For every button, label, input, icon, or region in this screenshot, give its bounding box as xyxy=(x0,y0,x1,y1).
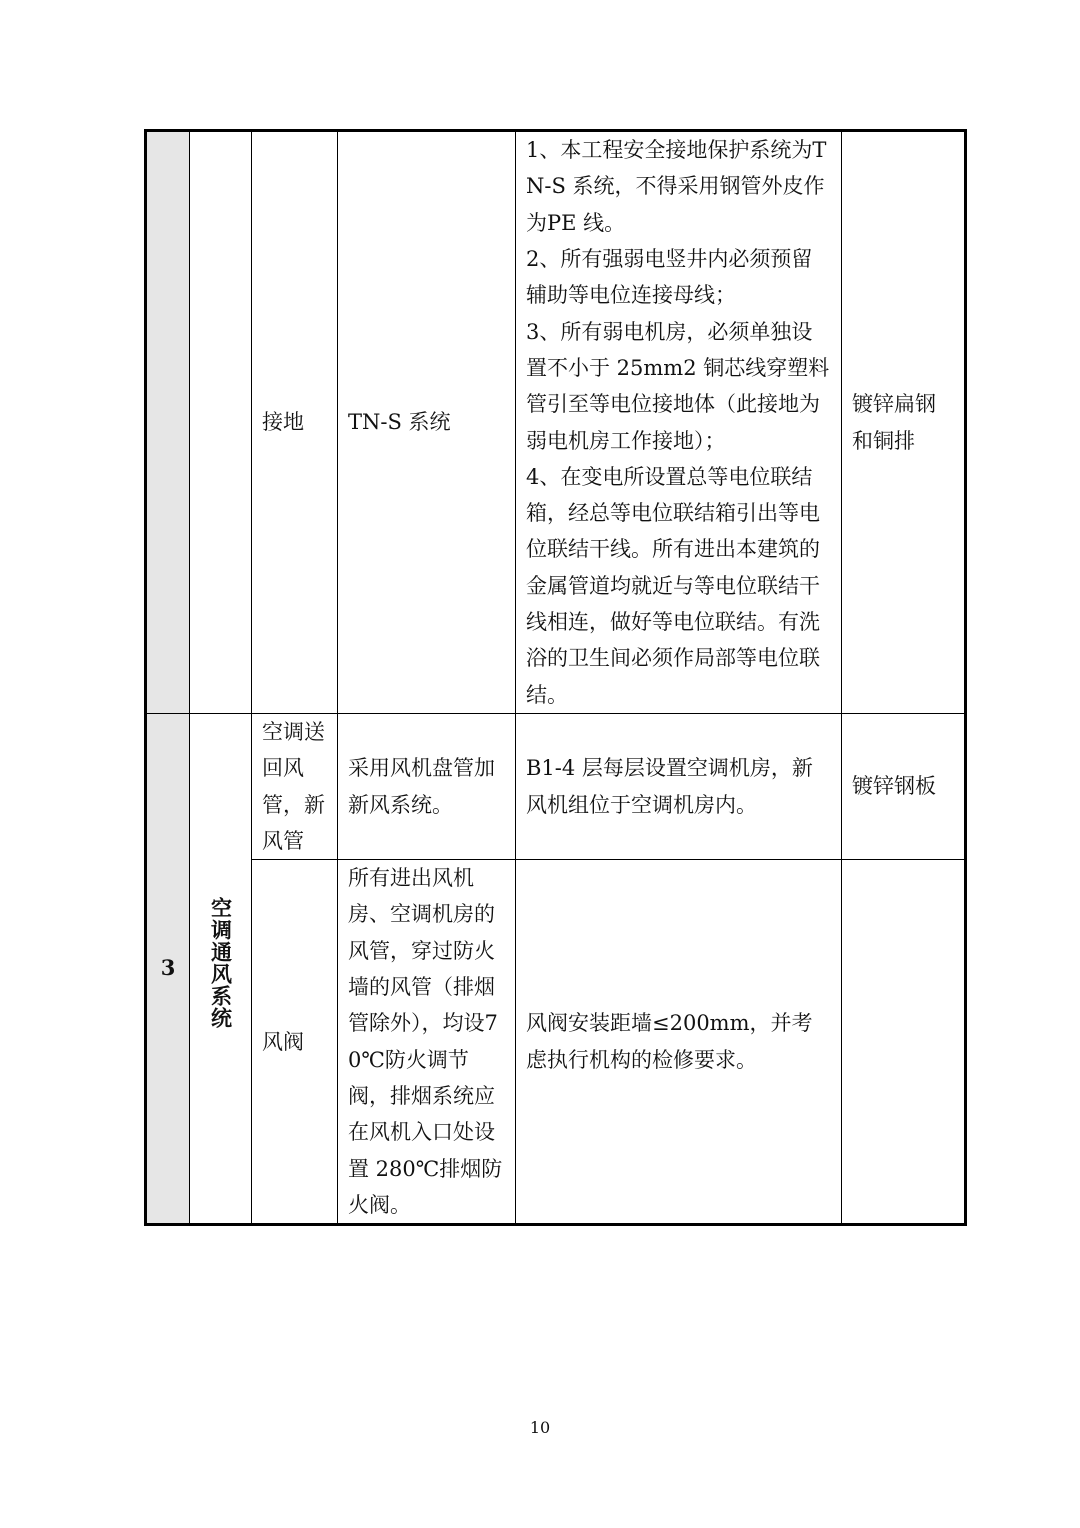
requirement-item: 2、所有强弱电竖井内必须预留辅助等电位连接母线； xyxy=(526,247,813,308)
row-number-cell: 3 xyxy=(146,714,190,1225)
table-row-damper xyxy=(146,860,966,1225)
table-row-air-duct xyxy=(146,714,966,860)
material-cell-air-duct: 镀锌钢板 xyxy=(842,714,966,860)
material-cell-grounding: 镀锌扁钢和铜排 xyxy=(842,131,966,714)
requirement-item: 1、本工程安全接地保护系统为TN-S 系统，不得采用钢管外皮作为PE 线。 xyxy=(526,138,827,235)
requirement-item: B1-4 层每层设置空调机房，新风机组位于空调机房内。 xyxy=(526,756,813,817)
description-cell-grounding: TN-S 系统 xyxy=(338,131,516,714)
row-number-cell xyxy=(146,131,190,714)
page-number: 10 xyxy=(529,1418,551,1437)
requirements-cell-damper xyxy=(516,860,842,1225)
item-cell-damper: 风阀 xyxy=(252,860,338,1225)
system-name-vertical: 空调通风系统 xyxy=(208,896,234,1029)
requirement-item: 4、在变电所设置总等电位联结箱，经总等电位联结箱引出等电位联结干线。所有进出本建筑的金属管道均就近与等电位联结干线相连，做好等电位联结。有洗浴的卫生间必须作局部等电位联结。 xyxy=(526,464,820,707)
material-cell-damper xyxy=(842,860,966,1225)
system-name-cell xyxy=(190,131,252,714)
description-cell-damper: 所有进出风机房、空调机房的风管，穿过防火墙的风管（排烟管除外），均设70℃防火调节阀，排烟系统应在风机入口处设置 280℃排烟防火阀。 xyxy=(338,860,516,1225)
item-cell-air-duct: 空调送回风管，新风管 xyxy=(252,714,338,860)
description-cell-air-duct: 采用风机盘管加新风系统。 xyxy=(338,714,516,860)
item-cell-grounding: 接地 xyxy=(252,131,338,714)
requirements-cell-air-duct xyxy=(516,714,842,860)
requirements-cell-grounding xyxy=(516,131,842,714)
requirement-item: 3、所有弱电机房，必须单独设置不小于 25mm2 铜芯线穿塑料管引至等电位接地体（此接地为弱电机房工作接地）； xyxy=(526,319,830,453)
specification-table xyxy=(144,129,967,1226)
requirement-item: 风阀安装距墙≤200mm，并考虑执行机构的检修要求。 xyxy=(526,1011,813,1072)
system-name-cell xyxy=(190,714,252,1225)
table-row-grounding xyxy=(146,131,966,714)
